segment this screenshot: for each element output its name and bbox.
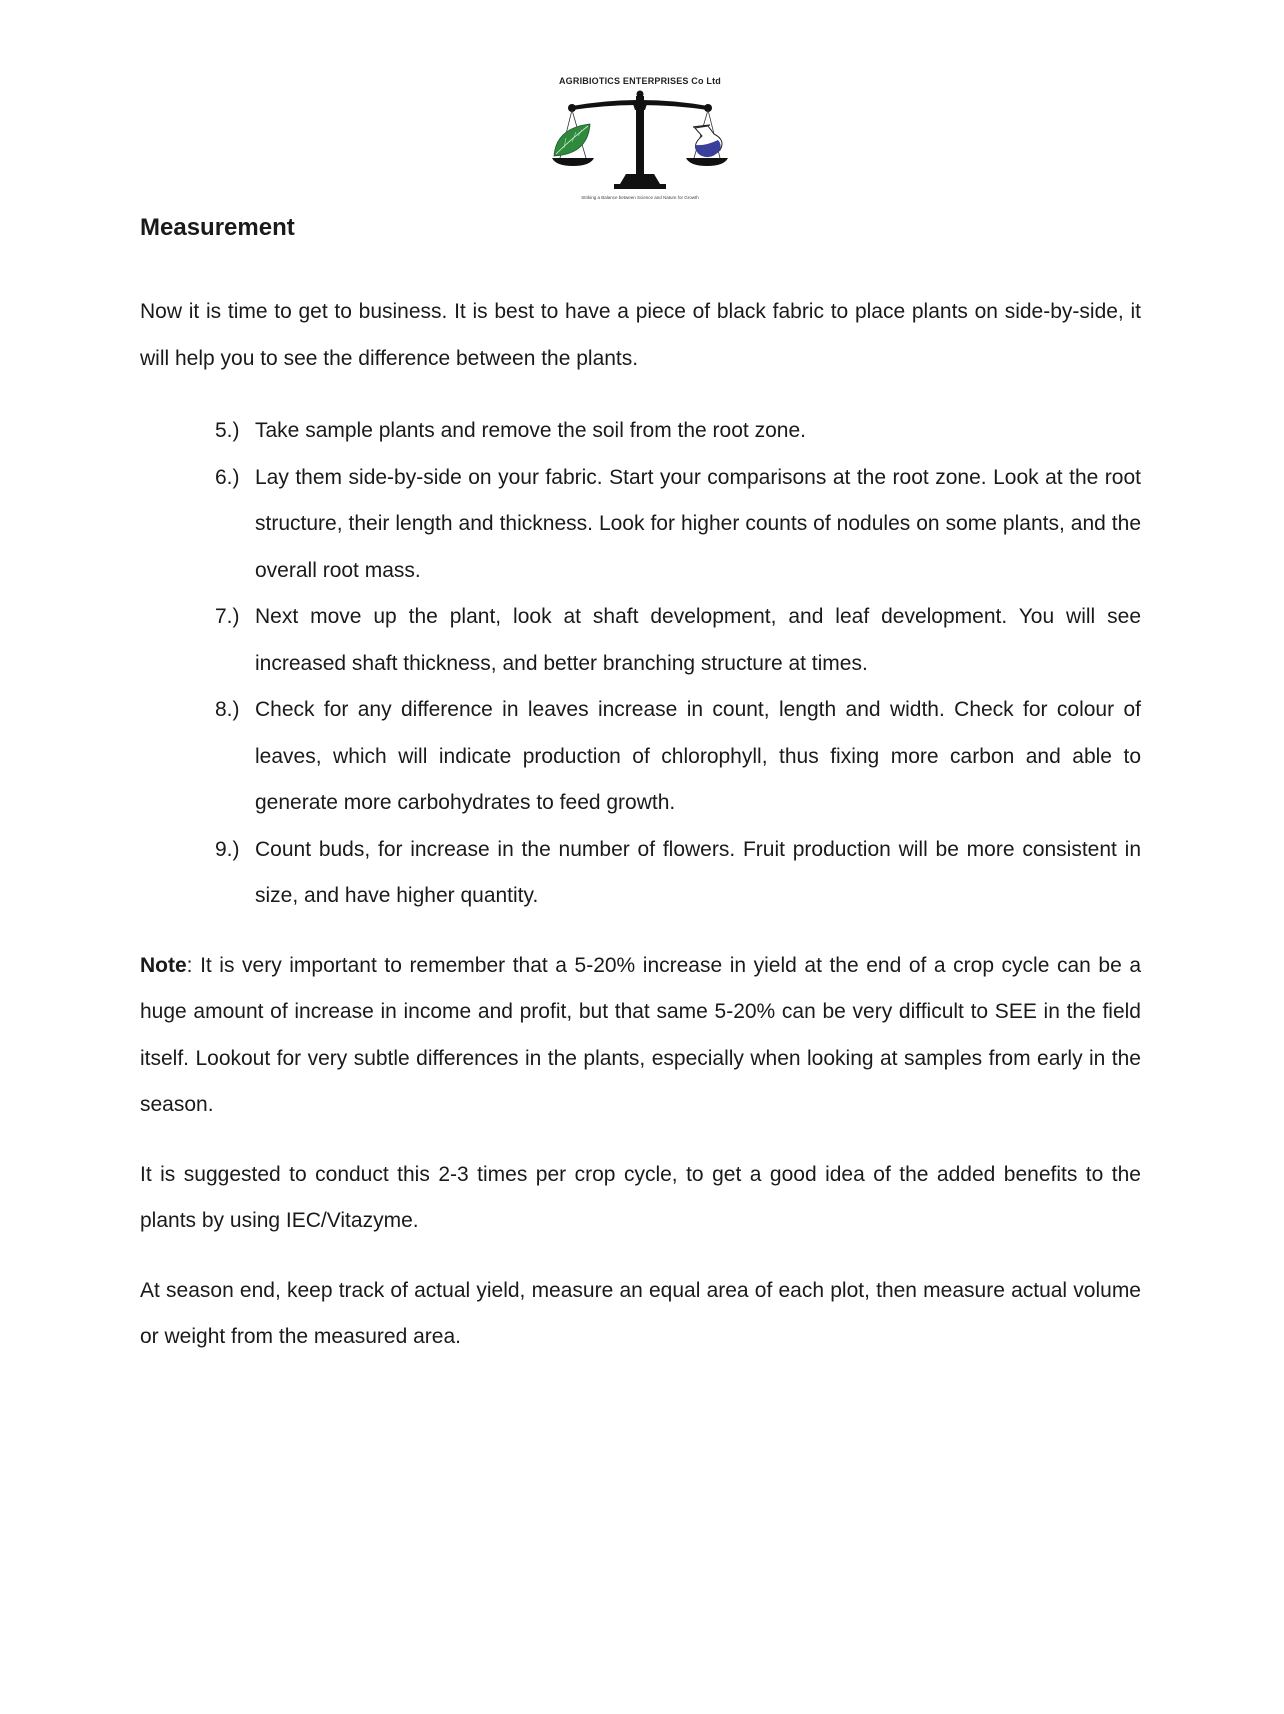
document-body <box>140 210 1141 1361</box>
list-item-number: 6.) <box>215 465 240 489</box>
list-item <box>140 455 1141 595</box>
company-logo <box>540 74 740 204</box>
season-end-paragraph: At season end, keep track of actual yield, measure an equal area of each plot, then measure actual volume or weight from the measured area. <box>140 1278 1141 1348</box>
intro-paragraph: Now it is time to get to business. It is best to have a piece of black fabric to place plants on side-by-side, it will help you to see the difference between the plants. <box>140 300 1141 370</box>
note-text: : It is very important to remember that a 5-20% increase in yield at the end of a crop cycle can be a huge amount of increase in income and profit, but that same 5-20% can be very difficult to SEE in the field itself. Lookout for very subtle differences in the plants, especially when looking at samples from early in the season. <box>140 953 1141 1116</box>
logo-tagline: Striking a Balance between Science and Nature for Growth <box>581 195 699 200</box>
suggestion-paragraph: It is suggested to conduct this 2-3 times per crop cycle, to get a good idea of the added benefits to the plants by using IEC/Vitazyme. <box>140 1162 1141 1232</box>
list-item-text: Lay them side-by-side on your fabric. Start your comparisons at the root zone. Look at the root structure, their length and thickness. Look for higher counts of nodules on some plants, and the overall root mass. <box>255 465 1141 582</box>
note-label: Note <box>140 953 187 977</box>
list-item-text: Take sample plants and remove the soil from the root zone. <box>255 419 806 442</box>
list-item <box>140 687 1141 827</box>
list-item <box>140 408 1141 455</box>
list-item-number: 8.) <box>215 698 240 721</box>
list-item <box>140 594 1141 687</box>
logo-company-name: AGRIBIOTICS ENTERPRISES Co Ltd <box>558 76 721 86</box>
page-title: Measurement <box>140 214 295 241</box>
list-item <box>140 827 1141 920</box>
steps-list <box>140 408 1141 920</box>
balance-scale-leaf-flask-logo-icon <box>550 88 730 196</box>
list-item-number: 5.) <box>215 419 240 442</box>
list-item-text: Count buds, for increase in the number of flowers. Fruit production will be more consistent in size, and have higher quantity. <box>255 837 1141 907</box>
list-item-number: 7.) <box>215 605 240 628</box>
list-item-text: Next move up the plant, look at shaft development, and leaf development. You will see increased shaft thickness, and better branching structure at times. <box>255 605 1141 675</box>
note-paragraph <box>140 943 1141 1129</box>
list-item-number: 9.) <box>215 837 240 861</box>
list-item-text: Check for any difference in leaves increase in count, length and width. Check for colour of leaves, which will indicate production of chlorophyll, thus fixing more carbon and able to generate more carbohydrates to feed growth. <box>255 698 1141 814</box>
